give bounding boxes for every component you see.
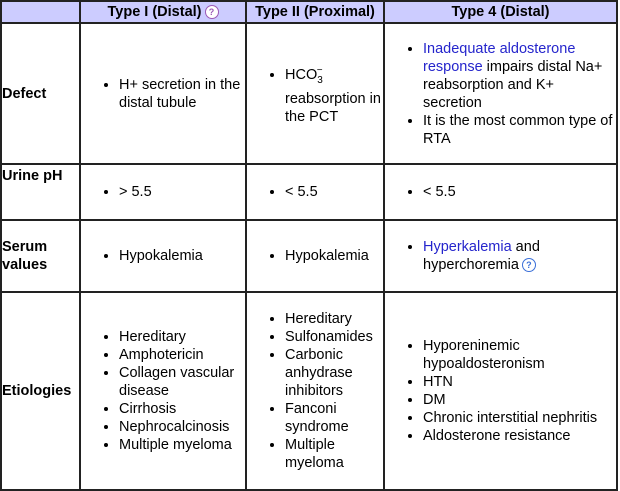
list-item: • It is the most common type of RTA — [423, 112, 616, 148]
list — [81, 328, 245, 454]
row-label-defect: Defect — [1, 23, 80, 164]
list-item: • Multiple myeloma — [285, 436, 383, 472]
header-type1 — [80, 1, 246, 23]
list-item: • Collagen vascular disease — [119, 364, 245, 400]
cell-etio-type4 — [384, 292, 617, 490]
help-question-icon[interactable]: ? — [205, 5, 219, 19]
list — [247, 62, 383, 126]
formula-base: HCO — [285, 66, 318, 83]
list-item: • Sulfonamides — [285, 328, 383, 346]
cell-ph-type4 — [384, 164, 617, 220]
list-item: • Cirrhosis — [119, 400, 245, 418]
header-corner-cell — [1, 1, 80, 23]
list-item: • Hereditary — [285, 310, 383, 328]
list-item — [423, 40, 616, 112]
header-row — [1, 1, 617, 23]
cell-ph-type1 — [80, 164, 246, 220]
row-label-line: Serum — [2, 239, 48, 255]
cell-ph-type2 — [246, 164, 384, 220]
list-item: • Hypokalemia — [119, 247, 245, 265]
list-item: • Chronic interstitial nephritis — [423, 409, 616, 427]
list-item: • H+ secretion in the distal tubule — [119, 76, 245, 112]
header-type2-label: Type II (Proximal) — [255, 4, 375, 20]
formula-subscript: 3 — [317, 74, 323, 86]
row-label-line: values — [2, 257, 48, 273]
list — [385, 337, 616, 445]
list-item — [423, 238, 616, 274]
list — [247, 310, 383, 472]
list — [81, 76, 245, 112]
cell-serum-type2 — [246, 220, 384, 292]
formula-rest: reabsorption in the PCT — [285, 90, 381, 125]
header-type1-label: Type I (Distal) — [107, 4, 202, 20]
list-item: • Hypokalemia — [285, 247, 383, 265]
list — [385, 183, 616, 201]
list-item: • Amphotericin — [119, 346, 245, 364]
header-type2 — [246, 1, 384, 23]
list-item: • Fanconi syndrome — [285, 400, 383, 436]
cell-etio-type2 — [246, 292, 384, 490]
list-item: • Hyporeninemic hypoaldosteronism — [423, 337, 616, 373]
list — [81, 183, 245, 201]
header-type4 — [384, 1, 617, 23]
list — [247, 247, 383, 265]
bicarbonate-formula — [285, 64, 323, 86]
header-type4-label: Type 4 (Distal) — [451, 4, 550, 20]
aldosterone-link[interactable]: Inadequate aldosterone response — [423, 40, 576, 75]
list-item-text: impairs distal Na+ reabsorption and K+ secretion — [423, 58, 603, 111]
row-urine-ph — [1, 164, 617, 220]
help-question-icon[interactable]: ? — [522, 258, 536, 272]
list-item: • Aldosterone resistance — [423, 427, 616, 445]
list — [247, 183, 383, 201]
cell-etio-type1 — [80, 292, 246, 490]
list-item: • Carbonic anhydrase inhibitors — [285, 346, 383, 400]
row-etiologies — [1, 292, 617, 490]
hyperkalemia-link[interactable]: Hyperkalemia — [423, 239, 512, 255]
list-item-text: and hyperchoremia — [423, 239, 540, 273]
row-defect — [1, 23, 617, 164]
row-serum-values — [1, 220, 617, 292]
list-item: • > 5.5 — [119, 183, 245, 201]
cell-defect-type2 — [246, 23, 384, 164]
list-item: • Nephrocalcinosis — [119, 418, 245, 436]
formula-superscript: − — [316, 64, 323, 76]
cell-serum-type1 — [80, 220, 246, 292]
list-item: • HTN — [423, 373, 616, 391]
cell-defect-type4 — [384, 23, 617, 164]
list — [385, 40, 616, 148]
list-item: • DM — [423, 391, 616, 409]
list-item: • < 5.5 — [285, 183, 383, 201]
row-label-etiologies: Etiologies — [1, 292, 80, 490]
list — [385, 238, 616, 274]
list-item: • Multiple myeloma — [119, 436, 245, 454]
row-label-serum — [1, 220, 80, 292]
cell-defect-type1 — [80, 23, 246, 164]
list-item — [285, 62, 383, 126]
cell-serum-type4 — [384, 220, 617, 292]
list-item: • Hereditary — [119, 328, 245, 346]
row-label-urine-ph: Urine pH — [1, 164, 80, 220]
list — [81, 247, 245, 265]
list-item: • < 5.5 — [423, 183, 616, 201]
